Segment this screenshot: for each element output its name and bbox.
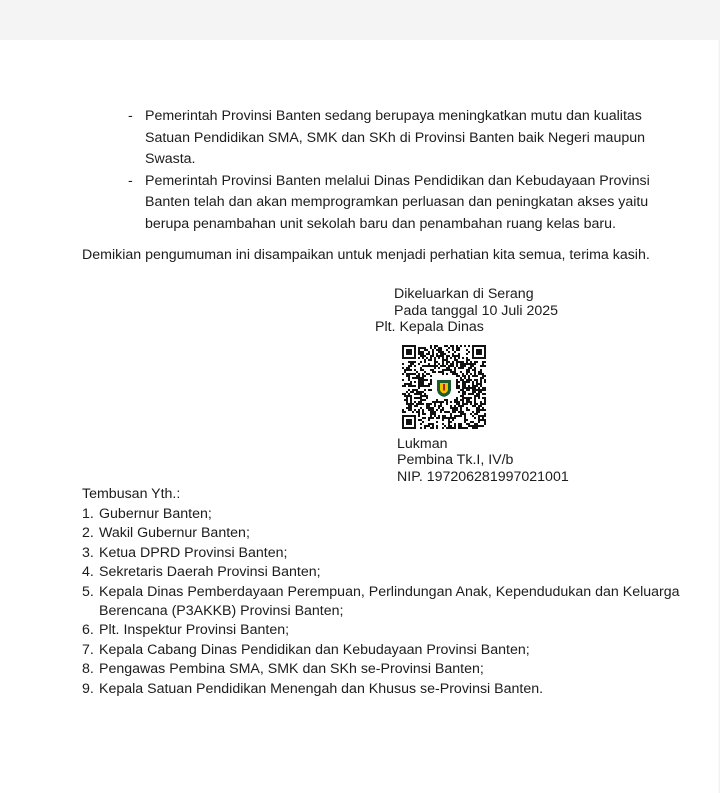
list-number: 5. <box>82 583 94 600</box>
bullet-text: Pemerintah Provinsi Banten sedang berupaya meningkatkan mutu dan kualitas Satuan Pendidikan SMA, SMK dan SKh di Provinsi Banten baik Negeri maupun Swasta. <box>145 108 646 167</box>
top-status-band <box>0 0 720 40</box>
signatory-name: Lukman <box>397 436 448 452</box>
closing-statement: Demikian pengumuman ini disampaikan untuk menjadi perhatian kita semua, terima kasih. <box>82 247 650 263</box>
list-item <box>82 621 682 640</box>
carbon-copy-list <box>82 505 682 699</box>
list-number: 6. <box>82 622 94 639</box>
list-text: Wakil Gubernur Banten; <box>99 525 250 542</box>
carbon-copy-title: Tembusan Yth.: <box>82 486 181 502</box>
list-item <box>82 544 682 563</box>
list-text: Pengawas Pembina SMA, SMK dan SKh se-Provinsi Banten; <box>99 661 484 678</box>
signatory-rank: Pembina Tk.I, IV/b <box>397 452 514 468</box>
list-item <box>82 505 682 524</box>
policy-bullet-item <box>124 106 659 171</box>
policy-bullet-list <box>124 106 659 235</box>
list-item <box>82 563 682 582</box>
list-item <box>82 524 682 543</box>
list-text: Ketua DPRD Provinsi Banten; <box>99 544 288 561</box>
policy-bullet-item <box>124 171 659 236</box>
list-text: Sekretaris Daerah Provinsi Banten; <box>99 564 321 581</box>
list-number: 4. <box>82 564 94 581</box>
list-number: 3. <box>82 544 94 561</box>
issued-place: Dikeluarkan di Serang <box>394 286 534 302</box>
list-number: 2. <box>82 525 94 542</box>
list-number: 7. <box>82 641 94 658</box>
bullet-dash: - <box>128 172 133 189</box>
list-item <box>82 583 682 622</box>
list-text: Plt. Inspektur Provinsi Banten; <box>99 622 290 639</box>
bullet-dash: - <box>128 108 133 124</box>
qr-code-icon <box>402 345 486 429</box>
list-text: Kepala Cabang Dinas Pendidikan dan Kebudayaan Provinsi Banten; <box>99 641 530 658</box>
list-item <box>82 680 682 699</box>
list-text: Kepala Satuan Pendidikan Menengah dan Khusus se-Provinsi Banten. <box>99 680 544 697</box>
list-item <box>82 660 682 679</box>
list-text: Kepala Dinas Pemberdayaan Perempuan, Perlindungan Anak, Kependudukan dan Keluarga Berencana (P3AKKB) Provinsi Banten; <box>99 583 680 620</box>
list-number: 8. <box>82 661 94 678</box>
signatory-nip: NIP. 197206281997021001 <box>397 469 569 485</box>
list-text: Gubernur Banten; <box>99 506 212 522</box>
issued-date: Pada tanggal 10 Juli 2025 <box>394 303 559 319</box>
list-number: 9. <box>82 680 94 697</box>
signatory-position: Plt. Kepala Dinas <box>375 319 484 335</box>
list-item <box>82 641 682 660</box>
list-number: 1. <box>82 506 94 522</box>
bullet-text: Pemerintah Provinsi Banten melalui Dinas Pendidikan dan Kebudayaan Provinsi Banten telah dan akan memprogramkan perluasan dan peningkatan akses yaitu berupa penambahan unit sekolah baru dan penambahan ruang kelas baru. <box>145 172 650 232</box>
